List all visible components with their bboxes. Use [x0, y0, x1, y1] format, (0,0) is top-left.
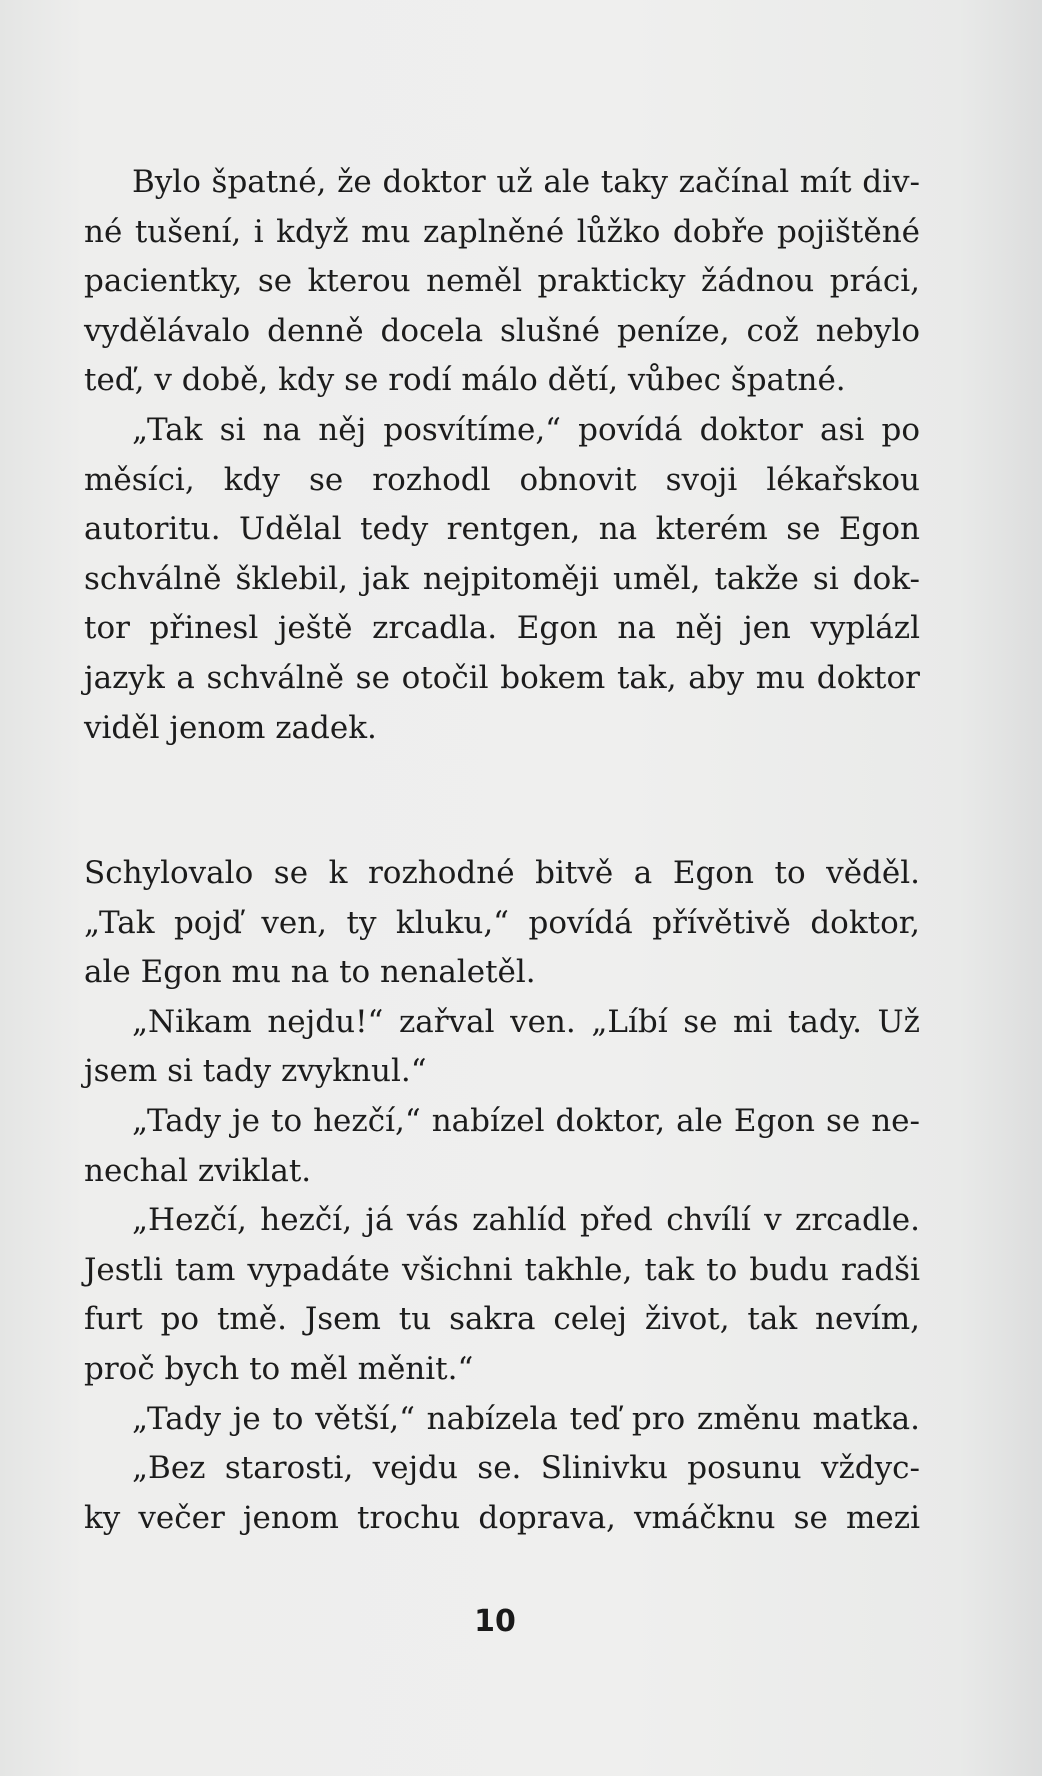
text-line: pacientky, se kterou neměl prakticky žádnou práci, [84, 263, 920, 300]
text-line: „Hezčí, hezčí, já vás zahlíd před chvílí v zrcadle. [132, 1202, 920, 1239]
text-line: vydělávalo denně docela slušné peníze, což nebylo [84, 312, 920, 349]
text-line: Jestli tam vypadáte všichni takhle, tak to budu radši [84, 1251, 920, 1288]
text-line: proč bych to měl měnit.“ [84, 1350, 474, 1387]
text-line: „Bez starosti, vejdu se. Slinivku posunu vždyc- [132, 1450, 920, 1487]
text-line: né tušení, i když mu zaplněné lůžko dobře pojištěné [84, 213, 920, 250]
text-line: autoritu. Udělal tedy rentgen, na kterém se Egon [84, 511, 920, 548]
text-line: jsem si tady zvyknul.“ [84, 1053, 427, 1090]
text-line: „Tady je to větší,“ nabízela teď pro změnu matka. [132, 1400, 920, 1437]
page-number: 10 [474, 1604, 516, 1639]
text-line: Schylovalo se k rozhodné bitvě a Egon to věděl. [84, 855, 920, 891]
text-line: tor přinesl ještě zrcadla. Egon na něj jen vyplázl [84, 610, 920, 647]
text-line: „Tak si na něj posvítíme,“ povídá doktor asi po [132, 411, 920, 448]
text-line: Bylo špatné, že doktor už ale taky začínal mít div- [132, 164, 920, 200]
text-line: měsíci, kdy se rozhodl obnovit svoji lékařskou [84, 461, 920, 498]
text-line: schválně šklebil, jak nejpitoměji uměl, takže si dok- [84, 560, 920, 597]
text-section-1 [84, 158, 920, 753]
text-line: ky večer jenom trochu doprava, vmáčknu se mezi [84, 1499, 920, 1536]
text-line: „Tak pojď ven, ty kluku,“ povídá přívětivě doktor, [84, 904, 920, 941]
text-line: viděl jenom zadek. [84, 709, 377, 746]
text-line: teď, v době, kdy se rodí málo dětí, vůbec špatné. [84, 362, 846, 399]
text-line: furt po tmě. Jsem tu sakra celej život, tak nevím, [84, 1301, 920, 1338]
text-line: „Nikam nejdu!“ zařval ven. „Líbí se mi tady. Už [132, 1003, 920, 1040]
text-line: nechal zviklat. [84, 1152, 312, 1189]
text-line: „Tady je to hezčí,“ nabízel doktor, ale Egon se ne- [132, 1102, 920, 1139]
text-line: ale Egon mu na to nenaletěl. [84, 954, 536, 991]
text-line: jazyk a schválně se otočil bokem tak, aby mu doktor [84, 659, 920, 696]
text-section-2 [84, 849, 920, 1543]
